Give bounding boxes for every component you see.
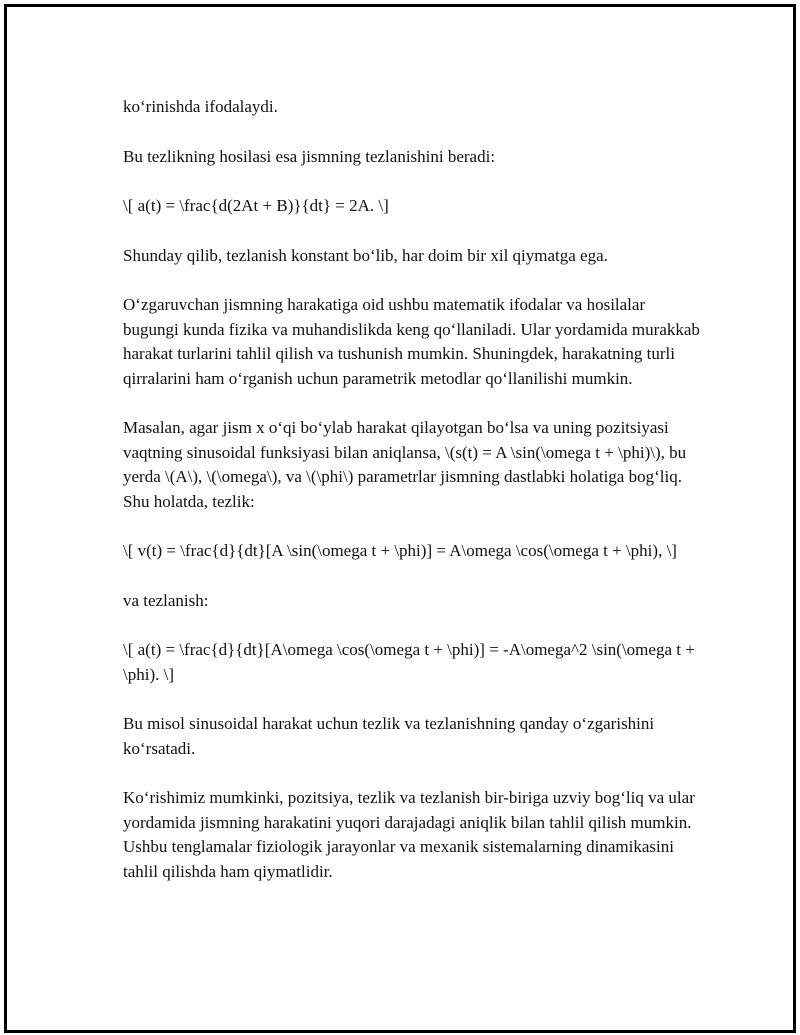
paragraph-acceleration-label: va tezlanish: bbox=[123, 590, 209, 610]
page-frame bbox=[4, 4, 796, 1033]
equation-acceleration-sinusoidal: \[ a(t) = \frac{d}{dt}[A\omega \cos(\omega t + \phi)] = -A\omega^2 \sin(\omega t + \phi). \] bbox=[123, 640, 695, 684]
paragraph-applications: O‘zgaruvchan jismning harakatiga oid ushbu matematik ifodalar va hosilalar bugungi kunda fizika va muhandislikda keng qo‘llaniladi. Ular yordamida murakkab harakat turlarini tahlil qilish va tushunish mumkin. Shuningdek, harakatning turli qirralarini ham o‘rganish uchun parametrik metodlar qo‘llanilishi mumkin. bbox=[123, 295, 700, 388]
paragraph-continuation: ko‘rinishda ifodalaydi. bbox=[123, 97, 278, 116]
paragraph-conclusion: Ko‘rishimiz mumkinki, pozitsiya, tezlik va tezlanish bir-biriga uzviy bog‘liq va ular yordamida jismning harakatini yuqori darajadagi aniqlik bilan tahlil qilish mumkin. Ushbu tenglamalar fiziologik jarayonlar va mexanik sistemalarning dinamikasini tahlil qilishda ham qiymatlidir. bbox=[123, 788, 695, 881]
document-body bbox=[123, 95, 703, 909]
paragraph-intro-acceleration: Bu tezlikning hosilasi esa jismning tezlanishini beradi: bbox=[123, 146, 496, 166]
paragraph-constant-acceleration: Shunday qilib, tezlanish konstant bo‘lib, har doim bir xil qiymatga ega. bbox=[123, 245, 608, 265]
paragraph-sinusoidal-example: Masalan, agar jism x o‘qi bo‘ylab harakat qilayotgan bo‘lsa va uning pozitsiyasi vaqtning sinusoidal funksiyasi bilan aniqlansa, \(s(t) = A \sin(\omega t + \phi)\), bu yerda \(A\), \(\omega\), va \(\phi\) parametrlar jismning dastlabki holatiga bog‘liq. Shu holatda, tezlik: bbox=[123, 418, 687, 511]
paragraph-example-summary: Bu misol sinusoidal harakat uchun tezlik va tezlanishning qanday o‘zgarishini ko‘rsatadi. bbox=[123, 714, 655, 758]
equation-acceleration-linear: \[ a(t) = \frac{d(2At + B)}{dt} = 2A. \] bbox=[123, 196, 389, 215]
equation-velocity: \[ v(t) = \frac{d}{dt}[A \sin(\omega t + \phi)] = A\omega \cos(\omega t + \phi), \] bbox=[123, 541, 677, 560]
